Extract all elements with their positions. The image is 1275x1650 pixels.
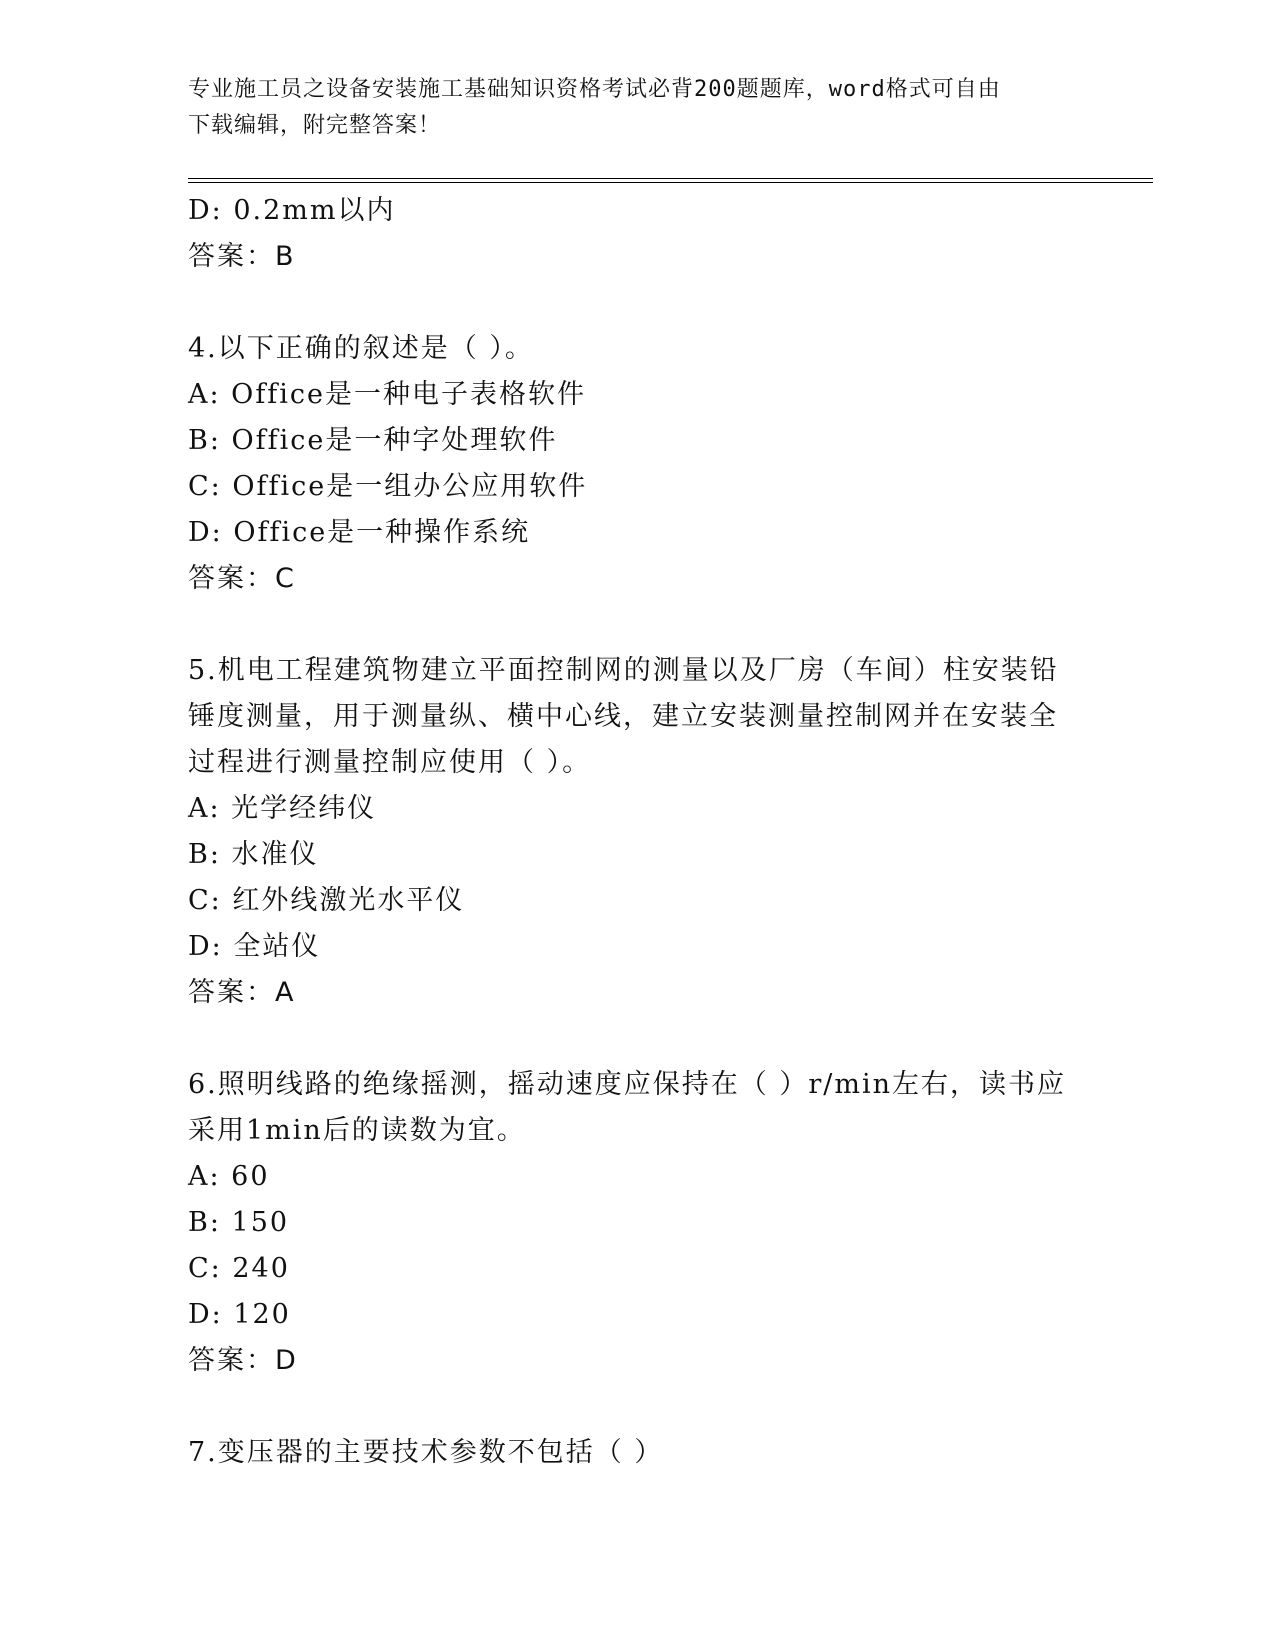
document-header <box>188 72 1088 144</box>
option-c: C: 240 <box>188 1253 290 1284</box>
option-d: D: 0.2mm以内 <box>188 195 396 226</box>
option-d: D: 全站仪 <box>188 931 321 962</box>
option-b: B: 水准仪 <box>188 839 319 870</box>
option-a: A: 光学经纬仪 <box>188 793 377 824</box>
question-6 <box>188 1062 1088 1384</box>
question-5 <box>188 648 1088 1016</box>
question-4 <box>188 326 1088 602</box>
option-c: C: 红外线激光水平仪 <box>188 885 465 916</box>
option-d: D: Office是一种操作系统 <box>188 517 531 548</box>
option-d: D: 120 <box>188 1299 291 1330</box>
question-text-line-2: 采用1min后的读数为宜。 <box>188 1115 526 1146</box>
spacer <box>188 1016 1088 1062</box>
option-a: A: 60 <box>188 1161 270 1192</box>
answer: 答案：C <box>188 563 296 594</box>
option-b: B: 150 <box>188 1207 290 1238</box>
question-text: 4.以下正确的叙述是（ ）。 <box>188 333 534 364</box>
question-text-line-1: 6.照明线路的绝缘摇测，摇动速度应保持在（ ）r/min左右，读书应 <box>188 1069 1066 1100</box>
spacer <box>188 602 1088 648</box>
header-divider-top <box>188 178 1153 179</box>
question-text-line-1: 5.机电工程建筑物建立平面控制网的测量以及厂房（车间）柱安装铅 <box>188 655 1059 686</box>
option-b: B: Office是一种字处理软件 <box>188 425 558 456</box>
header-line-2: 下载编辑，附完整答案！ <box>188 113 442 138</box>
header-line-1: 专业施工员之设备安装施工基础知识资格考试必背200题题库，word格式可自由 <box>188 77 1001 102</box>
question-text-line-2: 锤度测量，用于测量纵、横中心线，建立安装测量控制网并在安装全 <box>188 701 1058 732</box>
option-c: C: Office是一组办公应用软件 <box>188 471 588 502</box>
spacer <box>188 280 1088 326</box>
answer: 答案：D <box>188 1345 298 1376</box>
question-text-line-3: 过程进行测量控制应使用（ ）。 <box>188 747 592 778</box>
question-7 <box>188 1430 1088 1476</box>
spacer <box>188 1384 1088 1430</box>
question-text: 7.变压器的主要技术参数不包括（ ） <box>188 1437 664 1468</box>
question-list <box>188 188 1088 1476</box>
answer: 答案：B <box>188 241 296 272</box>
answer: 答案：A <box>188 977 296 1008</box>
question-3-tail <box>188 188 1088 280</box>
option-a: A: Office是一种电子表格软件 <box>188 379 587 410</box>
header-divider-bottom <box>188 182 1153 183</box>
